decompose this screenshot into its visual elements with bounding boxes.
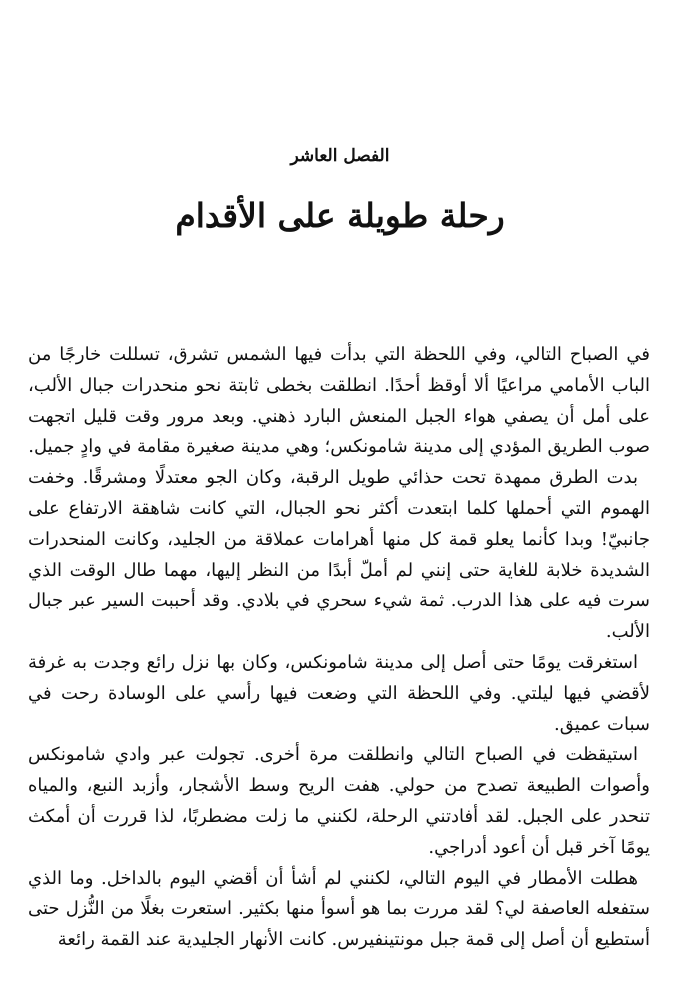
paragraph: هطلت الأمطار في اليوم التالي، لكنني لم أشأ أن أقضي اليوم بالداخل. وما الذي ستفعله العاصفة لي؟ لقد مررت بما هو أسوأ منها بكثير. استعرت بغلًا من النُّزل حتى أستطيع أن أصل إلى قمة جبل مونتينفيرس. كانت الأنهار الجليدية عند القمة رائعة [28,867,650,951]
chapter-title: رحلة طويلة على الأقدام [175,196,505,235]
paragraph: استغرقت يومًا حتى أصل إلى مدينة شامونكس، وكان بها نزل رائع وجدت به غرفة لأقضي فيها ليلتي. وفي اللحظة التي وضعت فيها رأسي على الوسادة رحت في سبات عميق. [28,651,650,735]
paragraph: استيقظت في الصباح التالي وانطلقت مرة أخرى. تجولت عبر وادي شامونكس وأصوات الطبيعة تصدح من حولي. هفت الريح وسط الأشجار، وأزبد النبع، والمياه تنحدر على الجبل. لقد أفادتني الرحلة، لكنني ما زلت مضطربًا، لذا قررت أن أمكث يومًا آخر قبل أن أعود أدراجي. [28,744,650,858]
paragraph: بدت الطرق ممهدة تحت حذائي طويل الرقبة، وكان الجو معتدلًا ومشرقًا. وخفت الهموم التي أحملها كلما ابتعدت أكثر نحو الجبال، التي كانت شاهقة الارتفاع على جانبيّ! وبدا كأنما يعلو قمة كل منها أهرامات عملاقة من الجليد، وكانت المنحدرات الشديدة خلابة للغاية حتى إنني لم أملّ أبدًا من النظر إليها، مهما طال الوقت الذي سرت فيه على هذا الدرب. ثمة شيء سحري في بلادي. وقد أحببت السير عبر جبال الألب. [28,467,650,643]
paragraph: في الصباح التالي، وفي اللحظة التي بدأت فيها الشمس تشرق، تسللت خارجًا من الباب الأمامي مراعيًا ألا أوقظ أحدًا. انطلقت بخطى ثابتة نحو منحدرات جبال الألب، على أمل أن يصفي هواء الجبل المنعش البارد ذهني. وبعد مرور وقت قليل اتجهت صوب الطريق المؤدي إلى مدينة شامونكس؛ وهي مدينة صغيرة مقامة في وادٍ جميل. [28,344,650,458]
chapter-label: الفصل العاشر [290,146,390,166]
chapter-body [28,340,650,956]
